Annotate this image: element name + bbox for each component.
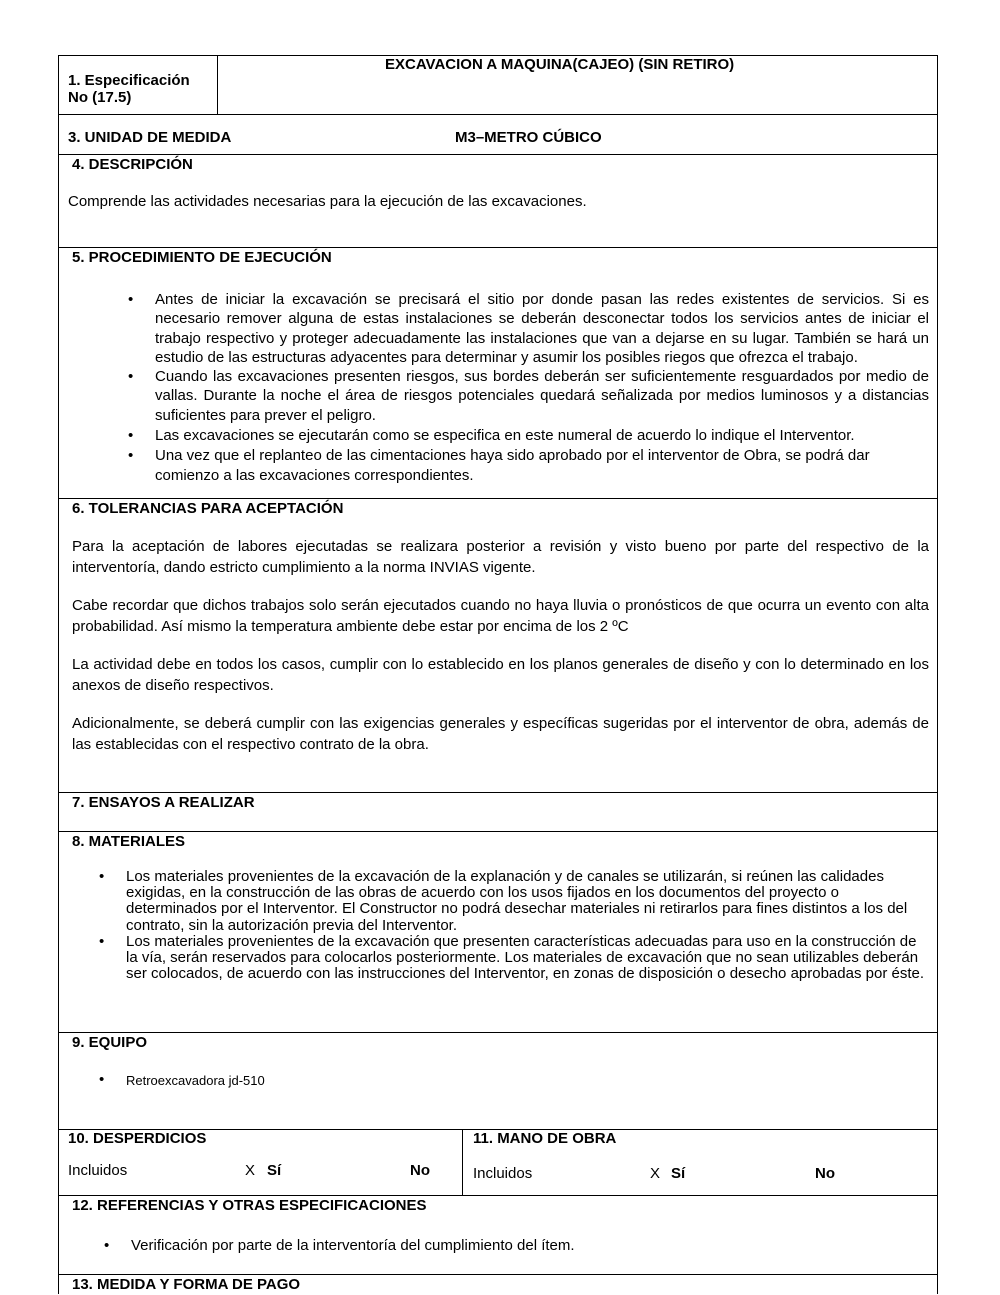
referencias-item xyxy=(104,1237,911,1255)
procedimiento-item xyxy=(128,446,929,485)
equipo-row xyxy=(59,1033,937,1130)
tolerancias-paragraph: Para la aceptación de labores ejecutadas se realizara posterior a revisión y visto bueno por parte del respectivo de la interventoría, dando estricto cumplimiento a la norma INVIAS vigente. xyxy=(72,538,929,576)
spec-number: No (17.5) xyxy=(68,89,132,106)
desperdicios-divider xyxy=(462,1130,463,1195)
referencias-label: 12. REFERENCIAS Y OTRAS ESPECIFICACIONES xyxy=(72,1197,427,1214)
unidad-row xyxy=(59,115,937,155)
procedimiento-item-text: Una vez que el replanteo de las cimentaciones haya sido aprobado por el interventor de Obra, se podrá dar comienzo a las excavaciones correspondientes. xyxy=(155,447,870,484)
bullet-icon: • xyxy=(128,427,134,445)
bullet-icon: • xyxy=(128,447,134,465)
procedimiento-item xyxy=(128,426,929,445)
procedimiento-item-text: Cuando las excavaciones presenten riesgos, sus bordes deberán ser suficientemente resguardados por medio de vallas. Durante la noche el área de riesgos potenciales quedará señalizada por medios luminosos y a distancias suficientes para prever el peligro. xyxy=(155,368,929,424)
tolerancias-label: 6. TOLERANCIAS PARA ACEPTACIÓN xyxy=(72,500,344,517)
materiales-label: 8. MATERIALES xyxy=(72,833,186,850)
bullet-icon: • xyxy=(128,368,134,386)
spec-sheet xyxy=(58,55,938,1294)
equipo-label: 9. EQUIPO xyxy=(72,1034,148,1051)
bullet-icon: • xyxy=(104,1237,110,1254)
referencias-item-text: Verificación por parte de la interventoría del cumplimiento del ítem. xyxy=(131,1237,575,1254)
mano-obra-no: No xyxy=(815,1165,835,1182)
procedimiento-list xyxy=(128,290,929,485)
unidad-value: M3–METRO CÚBICO xyxy=(455,129,602,146)
descripcion-label: 4. DESCRIPCIÓN xyxy=(72,156,193,173)
equipo-item xyxy=(99,1071,826,1089)
bullet-icon: • xyxy=(128,291,134,308)
medida-label: 13. MEDIDA Y FORMA DE PAGO xyxy=(72,1276,301,1293)
mano-obra-yes: Sí xyxy=(671,1165,686,1182)
spec-title: EXCAVACION A MAQUINA(CAJEO) (SIN RETIRO) xyxy=(385,56,735,73)
procedimiento-label: 5. PROCEDIMIENTO DE EJECUCIÓN xyxy=(72,249,332,266)
descripcion-row xyxy=(59,155,937,248)
desperdicios-no: No xyxy=(410,1162,430,1179)
desperdicios-mark: X xyxy=(245,1162,256,1179)
procedimiento-item-text: Antes de iniciar la excavación se precisará el sitio por donde pasan las redes existentes de servicios. Si es necesario remover alguna de estas instalaciones se deberán desconectar todos los servicios antes de iniciar el trabajo respectivo y proteger adecuadamente las instalaciones que van a dejarse en su lugar. También se hará un estudio de las estructuras adyacentes para determinar y asumir los posibles riegos que ofrezca el trabajo. xyxy=(155,291,929,366)
header-divider xyxy=(217,56,218,114)
materiales-item xyxy=(99,868,931,934)
tolerancias-paragraph: Adicionalmente, se deberá cumplir con las exigencias generales y específicas sugeridas por el interventor de obra, además de las establecidas con el respectivo contrato de la obra. xyxy=(72,715,929,753)
bullet-icon: • xyxy=(99,1071,105,1088)
header-row xyxy=(59,56,937,115)
equipo-item-text: Retroexcavadora jd-510 xyxy=(126,1073,265,1088)
medida-row xyxy=(59,1275,937,1295)
mano-obra-label: 11. MANO DE OBRA xyxy=(473,1130,617,1147)
procedimiento-row xyxy=(59,248,937,499)
mano-obra-mark: X xyxy=(650,1165,661,1182)
procedimiento-item xyxy=(128,367,929,425)
materiales-item xyxy=(99,932,931,983)
desperdicios-yes: Sí xyxy=(267,1162,282,1179)
materiales-list xyxy=(99,868,931,983)
referencias-row xyxy=(59,1196,937,1275)
tolerancias-paragraph: La actividad debe en todos los casos, cumplir con lo establecido en los planos generales de diseño y con lo determinado en los anexos de diseño respectivos. xyxy=(72,656,929,694)
mano-obra-included: Incluidos xyxy=(473,1165,533,1182)
ensayos-row xyxy=(59,793,937,832)
materiales-item-text: Los materiales provenientes de la excavación de la explanación y de canales se utilizarán, si reúnen las calidades exigidas, en la construcción de las obras de acuerdo con los usos fijados en los documentos del proyecto o determinados por el Interventor. El Constructor no podrá desechar materiales ni retirarlos para fines distintos a los del contrato, sin la autorización previa del Interventor. xyxy=(126,868,908,934)
tolerancias-paragraph: Cabe recordar que dichos trabajos solo serán ejecutados cuando no haya lluvia o pronósticos de que ocurra un evento con alta probabilidad. Así mismo la temperatura ambiente debe estar por encima de los 2 ºC xyxy=(72,597,929,635)
bullet-icon: • xyxy=(99,932,105,950)
unidad-label: 3. UNIDAD DE MEDIDA xyxy=(68,129,232,146)
desperdicios-label: 10. DESPERDICIOS xyxy=(68,1130,207,1147)
tolerancias-row xyxy=(59,499,937,793)
bullet-icon: • xyxy=(99,868,105,885)
desperdicios-row xyxy=(59,1130,937,1196)
descripcion-text: Comprende las actividades necesarias para la ejecución de las excavaciones. xyxy=(68,193,587,210)
referencias-list xyxy=(104,1237,911,1255)
materiales-row xyxy=(59,832,937,1033)
equipo-list xyxy=(99,1071,826,1089)
procedimiento-item xyxy=(128,290,929,367)
procedimiento-item-text: Las excavaciones se ejecutarán como se especifica en este numeral de acuerdo lo indique el Interventor. xyxy=(155,427,855,445)
materiales-item-text: Los materiales provenientes de la excavación que presenten características adecuadas para uso en la construcción de la vía, serán reservados para colocarlos posteriormente. Los materiales de excavación que no sean utilizables deberán ser colocados, de acuerdo con las instrucciones del Interventor, en zonas de disposición o desecho aprobadas por éste. xyxy=(126,932,924,983)
spec-label: 1. Especificación xyxy=(68,72,190,89)
ensayos-label: 7. ENSAYOS A REALIZAR xyxy=(72,794,255,811)
desperdicios-included: Incluidos xyxy=(68,1162,128,1179)
